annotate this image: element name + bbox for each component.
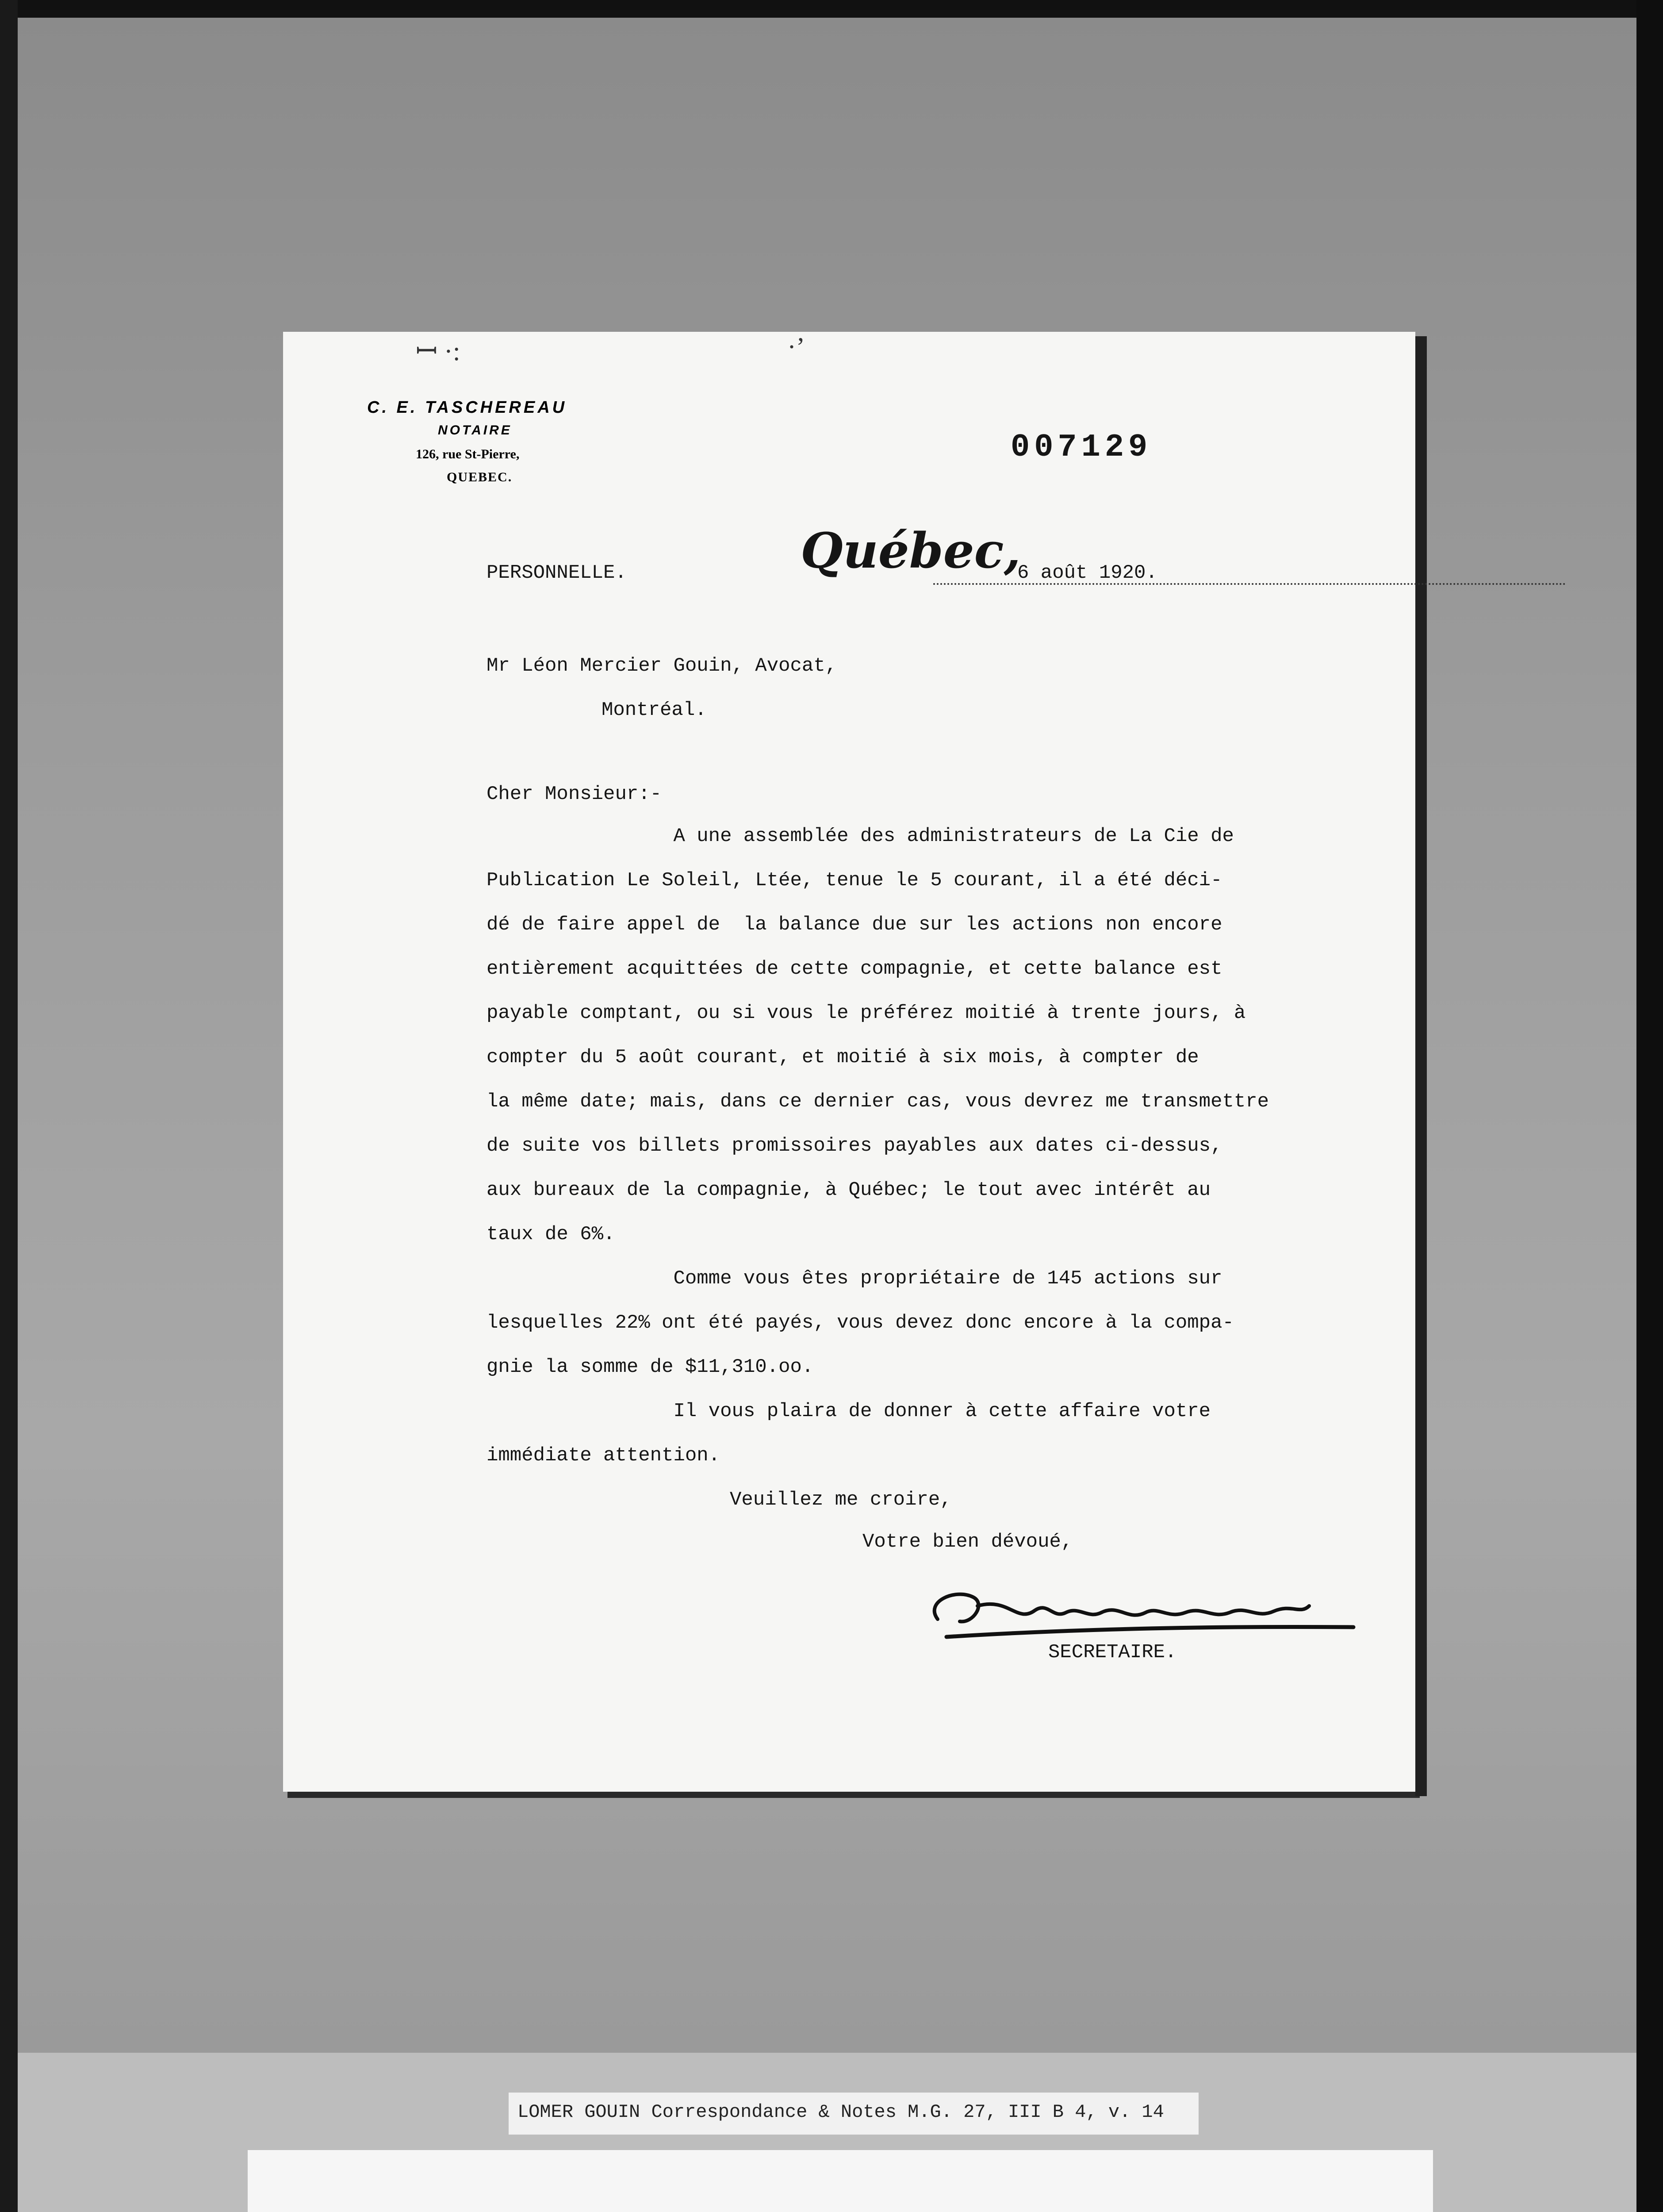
body-line: Il vous plaira de donner à cette affaire votre xyxy=(487,1400,1211,1422)
body-line: gnie la somme de $11,310.oo. xyxy=(487,1356,814,1378)
letterhead-address: 126, rue St-Pierre, xyxy=(416,447,520,461)
archive-reference-text: LOMER GOUIN Correspondance & Notes M.G. 27, III B 4, v. 14 xyxy=(517,2101,1164,2123)
page-shadow xyxy=(1415,336,1427,1796)
film-edge-right xyxy=(1636,0,1663,2212)
body-line: lesquelles 22% ont été payés, vous devez donc encore à la compa- xyxy=(487,1312,1234,1334)
archive-reference-label xyxy=(509,2093,1199,2135)
closing-line-2: Votre bien dévoué, xyxy=(862,1531,1073,1553)
body-line: payable comptant, ou si vous le préférez moitié à trente jours, à xyxy=(487,1002,1246,1024)
body-line: taux de 6%. xyxy=(487,1223,615,1245)
body-line: aux bureaux de la compagnie, à Québec; le tout avec intérêt au xyxy=(487,1179,1211,1201)
letterhead-city: QUEBEC. xyxy=(447,470,513,484)
heading-label: PERSONNELLE. xyxy=(487,562,627,584)
letter-page xyxy=(283,332,1415,1792)
paper-marks: ·ʼ xyxy=(787,332,805,361)
closing-line-1: Veuillez me croire, xyxy=(730,1489,952,1511)
body-line: de suite vos billets promissoires payables aux dates ci-dessus, xyxy=(487,1135,1222,1157)
film-edge-left xyxy=(0,0,18,2212)
body-line: entièrement acquittées de cette compagnie, et cette balance est xyxy=(487,958,1222,980)
film-edge-top xyxy=(0,0,1663,18)
paper-marks: ꟷ ·: xyxy=(416,337,460,366)
salutation: Cher Monsieur:- xyxy=(487,783,662,805)
heading-date: 6 août 1920. xyxy=(1017,562,1157,584)
recipient-line-1: Mr Léon Mercier Gouin, Avocat, xyxy=(487,655,837,677)
letterhead-role: NOTAIRE xyxy=(438,423,512,438)
letterhead-name: C. E. TASCHEREAU xyxy=(367,398,567,417)
body-line: immédiate attention. xyxy=(487,1444,720,1467)
body-line: Comme vous êtes propriétaire de 145 actions sur xyxy=(487,1267,1222,1290)
signature-title: SECRETAIRE. xyxy=(1048,1641,1177,1663)
document-number: 007129 xyxy=(1011,429,1152,465)
body-line: compter du 5 août courant, et moitié à six mois, à compter de xyxy=(487,1046,1199,1068)
body-line: dé de faire appel de la balance due sur les actions non encore xyxy=(487,914,1222,936)
body-line: Publication Le Soleil, Ltée, tenue le 5 courant, il a été déci- xyxy=(487,869,1222,891)
archives-card xyxy=(248,2150,1433,2212)
body-line: la même date; mais, dans ce dernier cas, vous devrez me transmettre xyxy=(487,1091,1269,1113)
body-line: A une assemblée des administrateurs de La Cie de xyxy=(487,825,1234,847)
heading-place: Québec, xyxy=(801,522,1021,579)
recipient-line-2: Montréal. xyxy=(602,699,707,721)
